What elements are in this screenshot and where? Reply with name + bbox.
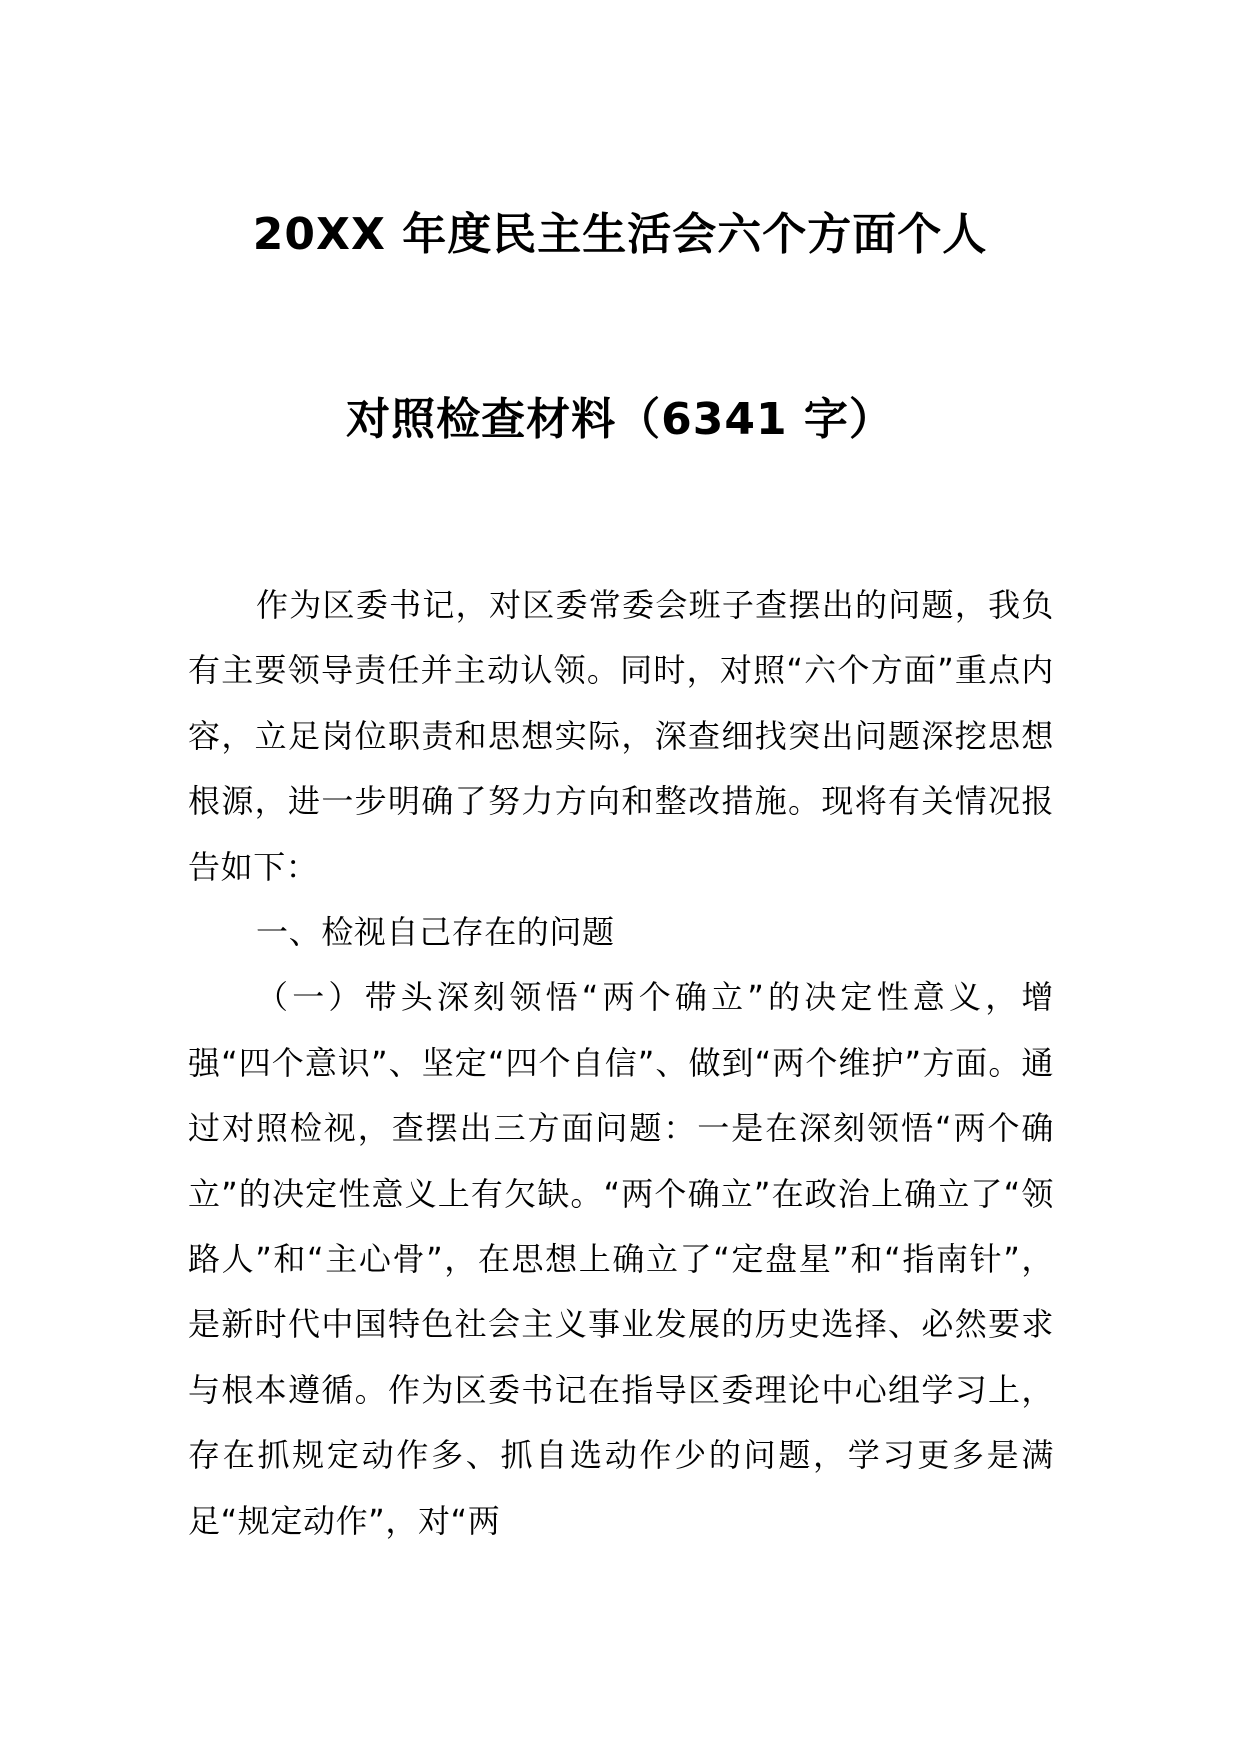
intro-paragraph: 作为区委书记，对区委常委会班子查摆出的问题，我负有主要领导责任并主动认领。同时，对照“六个方面”重点内容，立足岗位职责和思想实际，深查细找突出问题深挖思想根源，进一步明确了努力方向和整改措施。现将有关情况报告如下： bbox=[188, 586, 1054, 886]
section-heading: 一、检视自己存在的问题 bbox=[256, 913, 615, 952]
document-title-line-1: 20XX 年度民主生活会六个方面个人 bbox=[252, 209, 988, 260]
subsection-paragraph: （一）带头深刻领悟“两个确立”的决定性意义，增强“四个意识”、坚定“四个自信”、做到“两个维护”方面。通过对照检视，查摆出三方面问题：一是在深刻领悟“两个确立”的决定性意义上有欠缺。“两个确立”在政治上确立了“领路人”和“主心骨”，在思想上确立了“定盘星”和“指南针”，是新时代中国特色社会主义事业发展的历史选择、必然要求与根本遵循。作为区委书记在指导区委理论中心组学习上，存在抓规定动作多、抓自选动作少的问题，学习更多是满足“规定动作”，对“两 bbox=[188, 978, 1054, 1540]
document-body bbox=[188, 573, 1054, 1554]
document-title-line-2: 对照检查材料（6341 字） bbox=[346, 394, 894, 445]
